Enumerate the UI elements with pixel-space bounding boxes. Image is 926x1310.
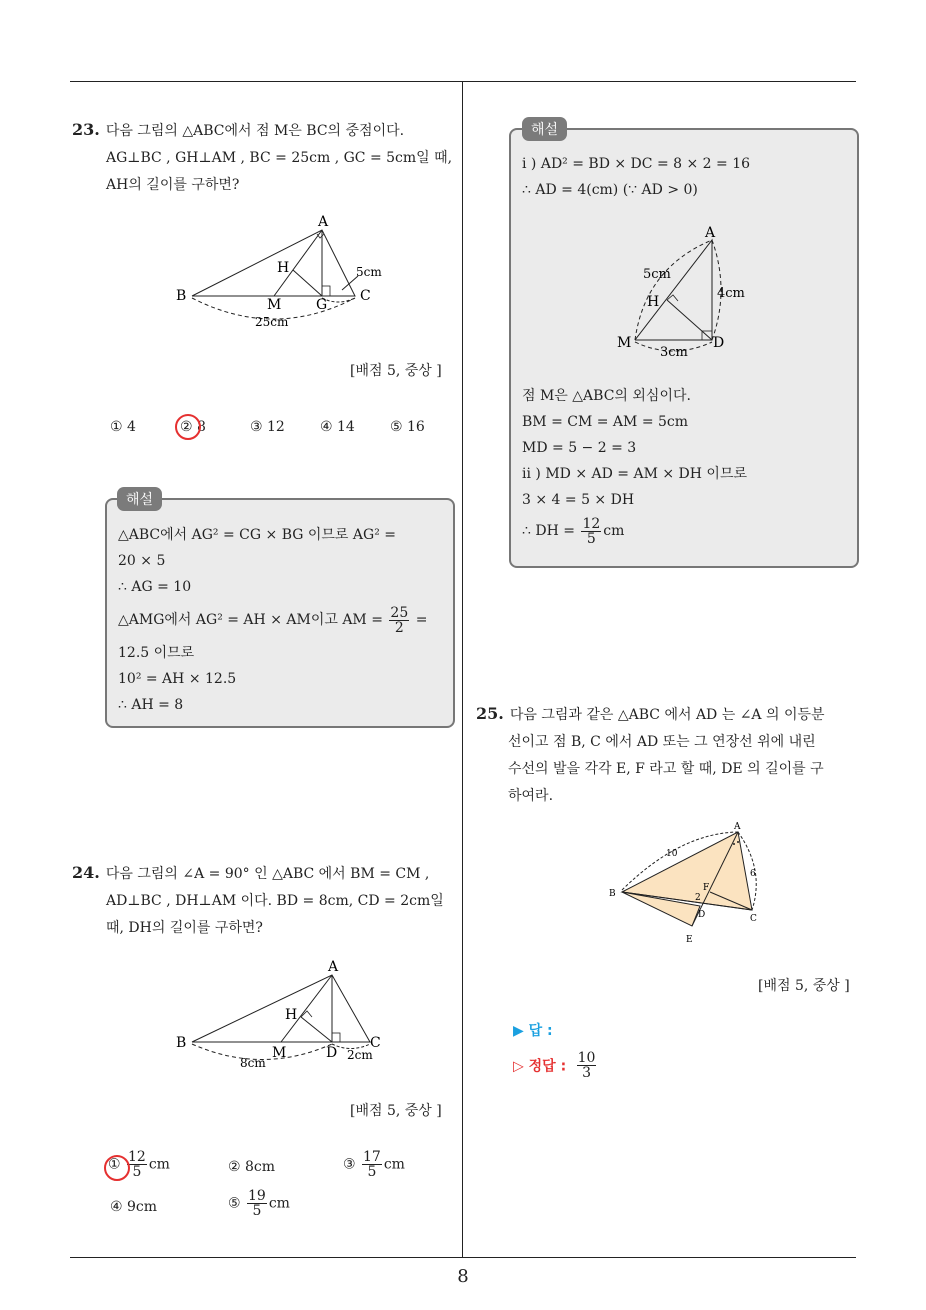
q25-label-A: A [734, 822, 741, 832]
q24s-label-H: H [647, 294, 660, 310]
q23-sol-fraction [389, 606, 409, 635]
q23-label-H: H [277, 260, 290, 276]
q24-sol-line8: ∴ DH = [522, 523, 575, 539]
q25-label-B: B [609, 889, 616, 899]
q25-correct-label: ▷ 정답 : [513, 1058, 567, 1075]
q24-choice-5-unit: cm [268, 1195, 290, 1212]
q24-choice-5-frac [247, 1189, 267, 1218]
bottom-rule [70, 1257, 856, 1258]
q23-sol-line6: 10² = AH × 12.5 [118, 671, 237, 687]
q24-choice-4-mark: ④ [110, 1199, 123, 1215]
q24-choice-5-num: 19 [248, 1188, 266, 1204]
q24-label-cd: 2cm [347, 1048, 373, 1062]
q24-choice-3-mark: ③ [343, 1156, 356, 1173]
q24-choice-3-num: 17 [363, 1149, 381, 1165]
q24-solution-figure [605, 220, 765, 360]
q24-choice-4-text: 9cm [127, 1199, 158, 1215]
q24s-label-D: D [713, 335, 725, 351]
q23-solution-tag: 해설 [117, 487, 162, 511]
answer-circle-mark [104, 1155, 130, 1181]
q25-label-F: F [703, 883, 710, 893]
q23-choice-1[interactable]: ① 4 [110, 419, 136, 435]
q24-choice-5-mark: ⑤ [228, 1195, 241, 1212]
q24-label-bd: 8cm [240, 1056, 266, 1070]
q25-correct-num: 10 [577, 1050, 596, 1066]
q24-sol-line1: i ) AD² = BD × DC = 8 × 2 = 16 [522, 156, 751, 172]
q25-answer-label: ▶ 답 : [513, 1023, 553, 1039]
q23-line2: AG⊥BC , GH⊥AM , BC = 25cm , GC = 5cm일 때, [106, 150, 453, 166]
q23-sol-line7: ∴ AH = 8 [118, 697, 184, 713]
q25-line2: 선이고 점 B, C 에서 AD 또는 그 연장선 위에 내린 [508, 734, 816, 750]
q24-number: 24. [72, 863, 100, 882]
q24-solution-top [522, 151, 848, 203]
q24-sol-unit: cm [603, 523, 625, 539]
q24-choice-5-den: 5 [252, 1203, 262, 1219]
answer-circle-mark [175, 414, 201, 440]
q24-stem [72, 859, 458, 942]
q23-sol-line2: 20 × 5 [118, 553, 166, 569]
q24-line1: 다음 그림의 ∠A = 90° 인 △ABC 에서 BM = CM , [105, 866, 430, 882]
q24-label-D: D [326, 1045, 338, 1061]
q23-sol-line1: △ABC에서 AG² = CG × BG 이므로 AG² = [118, 527, 396, 543]
q23-label-A: A [318, 214, 329, 230]
q25-label-D: D [698, 910, 706, 920]
q24s-label-md: 3cm [660, 345, 688, 360]
q23-line1: 다음 그림의 △ABC에서 점 M은 BC의 중점이다. [105, 123, 405, 139]
q24s-label-M: M [617, 335, 632, 351]
q24s-label-am: 5cm [643, 267, 671, 282]
q23-number: 23. [72, 120, 100, 139]
q24-sol-frac-num: 12 [582, 515, 601, 532]
q23-choice-5[interactable]: ⑤ 16 [390, 419, 425, 435]
q24-choice-1-frac [127, 1150, 147, 1179]
q24s-label-ad: 4cm [717, 286, 745, 301]
q24-solution-tag: 해설 [522, 117, 567, 141]
q24-choice-1-den: 5 [132, 1164, 142, 1180]
q24s-label-A: A [705, 225, 716, 241]
q23-sol-frac-num: 25 [390, 604, 409, 621]
q25-figure [600, 818, 780, 950]
q25-label-C: C [750, 914, 757, 924]
q24-line3: 때, DH의 길이를 구하면? [106, 920, 263, 936]
q24-figure [170, 955, 400, 1075]
q25-line4: 하여라. [508, 788, 554, 804]
q25-label-ab: 10 [666, 849, 678, 859]
q24-sol-line2: ∴ AD = 4(cm) (∵ AD > 0) [522, 182, 698, 198]
q24-label-C: C [370, 1035, 381, 1051]
q23-figure [170, 210, 400, 335]
q23-sol-equals: = [415, 612, 428, 628]
q24-label-A: A [328, 959, 339, 975]
q25-stem [476, 700, 860, 810]
q25-correct-den: 3 [582, 1065, 591, 1081]
q24-choice-2-mark: ② [228, 1159, 241, 1175]
q24-choice-3[interactable] [343, 1150, 405, 1179]
q24-sol-line6: ii ) MD × AD = AM × DH 이므로 [522, 466, 748, 482]
q23-label-M: M [267, 297, 282, 313]
top-rule [70, 81, 856, 82]
q23-label-gc: 5cm [356, 265, 382, 279]
q24-solution-bottom [522, 383, 848, 549]
q23-sol-frac-den: 2 [394, 619, 404, 636]
q23-label-bc: 25cm [255, 315, 289, 329]
q23-choice-2[interactable]: ② 8 [180, 419, 206, 435]
q24-sol-line3: 점 M은 △ABC의 외심이다. [522, 388, 691, 404]
q24-sol-fraction [581, 517, 601, 546]
q24-sol-line4: BM = CM = AM = 5cm [522, 414, 689, 430]
q24-line2: AD⊥BC , DH⊥AM 이다. BD = 8cm, CD = 2cm일 [106, 893, 444, 909]
q25-correct-fraction [577, 1051, 597, 1080]
q23-label-C: C [360, 288, 371, 304]
q25-label-E: E [686, 935, 693, 945]
q23-stem [72, 116, 458, 199]
q24-choice-1-num: 12 [128, 1149, 146, 1165]
q24-label-B: B [176, 1035, 187, 1051]
q24-choice-4[interactable] [110, 1199, 157, 1215]
q25-number: 25. [476, 704, 504, 723]
q24-label-H: H [285, 1007, 298, 1023]
q23-sol-line4: △AMG에서 AG² = AH × AM이고 AM = [118, 612, 383, 628]
q23-sol-line5: 12.5 이므로 [118, 645, 195, 661]
q25-points: [배점 5, 중상 ] [758, 978, 850, 994]
q24-choice-3-frac [362, 1150, 382, 1179]
q24-points: [배점 5, 중상 ] [350, 1103, 442, 1119]
page-number: 8 [457, 1266, 469, 1287]
q24-choice-5[interactable] [228, 1189, 290, 1218]
q25-label-two: 2 [695, 893, 701, 903]
q24-choice-2[interactable] [228, 1159, 275, 1175]
q23-points: [배점 5, 중상 ] [350, 363, 442, 379]
q23-line3: AH의 길이를 구하면? [106, 177, 240, 193]
q25-correct-answer [513, 1051, 598, 1080]
q23-choice-4[interactable]: ④ 14 [320, 419, 355, 435]
q25-line1: 다음 그림과 같은 △ABC 에서 AD 는 ∠A 의 이등분 [509, 707, 825, 723]
q24-sol-line7: 3 × 4 = 5 × DH [522, 492, 635, 508]
q24-choice-1-mark: ① [108, 1156, 121, 1173]
q24-sol-line5: MD = 5 − 2 = 3 [522, 440, 637, 456]
q24-choice-3-den: 5 [367, 1164, 377, 1180]
q23-choice-3[interactable]: ③ 12 [250, 419, 285, 435]
q24-sol-frac-den: 5 [586, 530, 596, 547]
q23-label-G: G [316, 297, 328, 313]
q25-label-ac: 6 [750, 869, 756, 879]
q24-label-M: M [272, 1045, 287, 1061]
q24-choice-2-text: 8cm [245, 1159, 276, 1175]
q23-solution-text [118, 522, 440, 718]
q23-sol-line3: ∴ AG = 10 [118, 579, 192, 595]
q25-line3: 수선의 발을 각각 E, F 라고 할 때, DE 의 길이를 구 [508, 761, 824, 777]
q24-choice-3-unit: cm [383, 1156, 405, 1173]
q23-label-B: B [176, 288, 187, 304]
column-divider [462, 81, 463, 1257]
q24-choice-1-unit: cm [148, 1156, 170, 1173]
